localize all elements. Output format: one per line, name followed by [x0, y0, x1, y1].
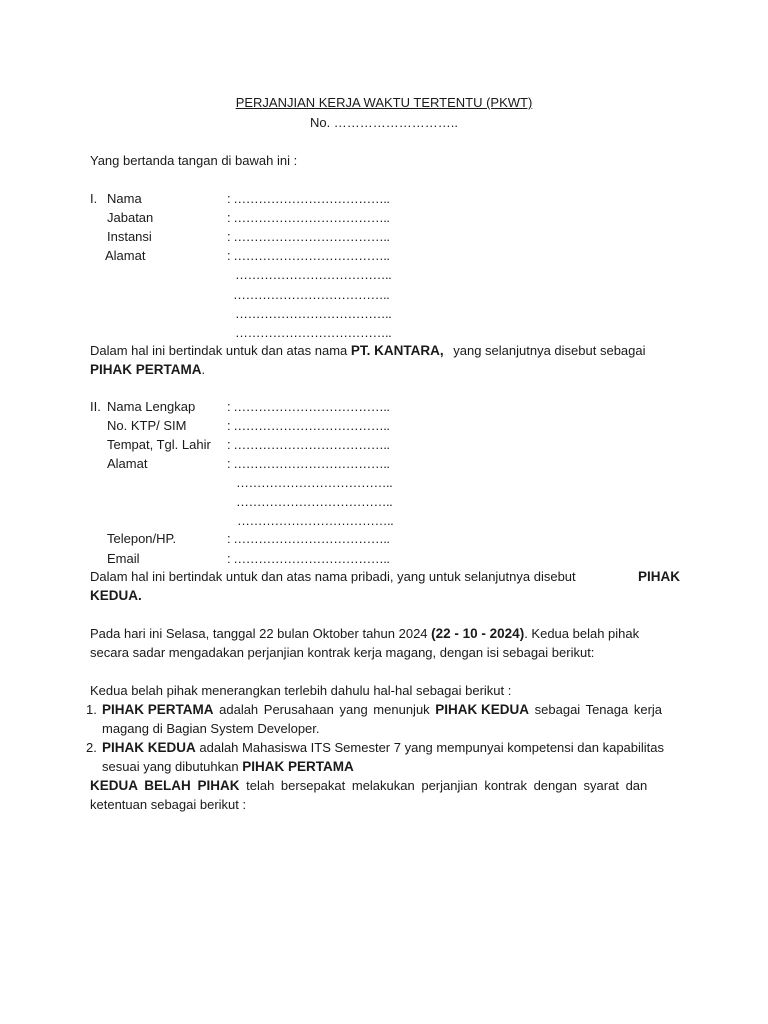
date-text-tail: . Kedua belah pihak [524, 626, 640, 641]
party2-value-telepon: : ……………………………….. [227, 531, 390, 546]
item-text: adalah Mahasiswa ITS Semester 7 yang mempunyai kompetensi dan kapabilitas [195, 740, 665, 755]
item-text: sebagai Tenaga kerja [529, 702, 663, 717]
party1-field-nama: Nama [107, 191, 142, 206]
party1-statement-text: Dalam hal ini bertindak untuk dan atas nama [90, 343, 351, 358]
list-item-2-line1 [102, 739, 664, 756]
party2-label-b: KEDUA. [90, 588, 142, 603]
party2-field-ttl: Tempat, Tgl. Lahir [107, 437, 211, 452]
party1-value-jabatan: : ……………………………….. [227, 210, 390, 225]
document-title: PERJANJIAN KERJA WAKTU TERTENTU (PKWT) [235, 95, 533, 110]
party1-alamat-line: ……………………………….. [235, 306, 392, 321]
party2-roman: II. [90, 399, 101, 414]
pihak-kedua-label: PIHAK KEDUA [102, 740, 196, 755]
party2-alamat-line: ……………………………….. [237, 513, 394, 528]
intro-text: Yang bertanda tangan di bawah ini : [90, 153, 298, 168]
party1-statement [90, 342, 646, 359]
party2-alamat-line: ……………………………….. [236, 475, 393, 490]
date-paragraph-line1 [90, 625, 639, 642]
list-item-number: 1. [86, 702, 97, 717]
party1-roman: I. [90, 191, 98, 206]
party1-value-instansi: : ……………………………….. [227, 229, 390, 244]
party2-value-alamat: : ……………………………….. [227, 456, 390, 471]
party2-alamat-line: ……………………………….. [236, 494, 393, 509]
party2-value-ttl: : ……………………………….. [227, 437, 390, 452]
kedua-belah-pihak-label: KEDUA BELAH PIHAK [90, 778, 240, 793]
item-text: sesuai yang dibutuhkan [102, 759, 243, 774]
pihak-pertama-label: PIHAK PERTAMA [242, 759, 354, 774]
party1-field-instansi: Instansi [107, 229, 152, 244]
date-paragraph-line2: secara sadar mengadakan perjanjian kontrak kerja magang, dengan isi sebagai berikut: [90, 645, 595, 660]
explain-text: Kedua belah pihak menerangkan terlebih dahulu hal-hal sebagai berikut : [90, 683, 512, 698]
closing-line1 [90, 777, 647, 794]
closing-line2: ketentuan sebagai berikut : [90, 797, 247, 812]
party2-field-ktp: No. KTP/ SIM [107, 418, 187, 433]
list-item-1-line2: magang di Bagian System Developer. [102, 721, 320, 736]
party2-value-ktp: : ……………………………….. [227, 418, 390, 433]
closing-text: telah bersepakat melakukan perjanjian kontrak dengan syarat dan [239, 778, 648, 793]
list-item-number: 2. [86, 740, 97, 755]
party2-label-a: PIHAK [638, 569, 681, 584]
date-text: Pada hari ini Selasa, tanggal 22 bulan Oktober tahun 2024 [90, 626, 432, 641]
party1-label-line [90, 361, 205, 378]
party2-field-alamat: Alamat [107, 456, 148, 471]
party2-value-nama: : ……………………………….. [227, 399, 390, 414]
agreement-date: (22 - 10 - 2024) [431, 626, 525, 641]
party2-statement: Dalam hal ini bertindak untuk dan atas nama pribadi, yang untuk selanjutnya disebut [90, 569, 576, 584]
list-item-1-line1 [102, 701, 662, 718]
party2-field-nama: Nama Lengkap [107, 399, 196, 414]
party1-period: . [201, 362, 206, 377]
party1-label: PIHAK PERTAMA [90, 362, 202, 377]
party1-statement-tail: yang selanjutnya disebut sebagai [449, 343, 646, 358]
party1-field-jabatan: Jabatan [107, 210, 154, 225]
item-text: adalah Perusahaan yang menunjuk [213, 702, 436, 717]
pihak-kedua-label: PIHAK KEDUA [435, 702, 530, 717]
party2-value-email: : ……………………………….. [227, 551, 390, 566]
document-number: No. ……………………….. [309, 115, 459, 130]
party2-field-email: Email [107, 551, 140, 566]
party1-company: PT. KANTARA, [350, 343, 444, 358]
pihak-pertama-label: PIHAK PERTAMA [102, 702, 214, 717]
party1-value-alamat: : ……………………………….. [227, 248, 390, 263]
party1-value-nama: : ……………………………….. [227, 191, 390, 206]
party2-field-telepon: Telepon/HP. [107, 531, 177, 546]
party1-alamat-line: ……………………………….. [235, 325, 392, 340]
list-item-2-line2 [102, 758, 354, 775]
party1-field-alamat: Alamat [105, 248, 146, 263]
party1-alamat-line: ……………………………….. [233, 287, 390, 302]
party1-alamat-line: ……………………………….. [235, 267, 392, 282]
